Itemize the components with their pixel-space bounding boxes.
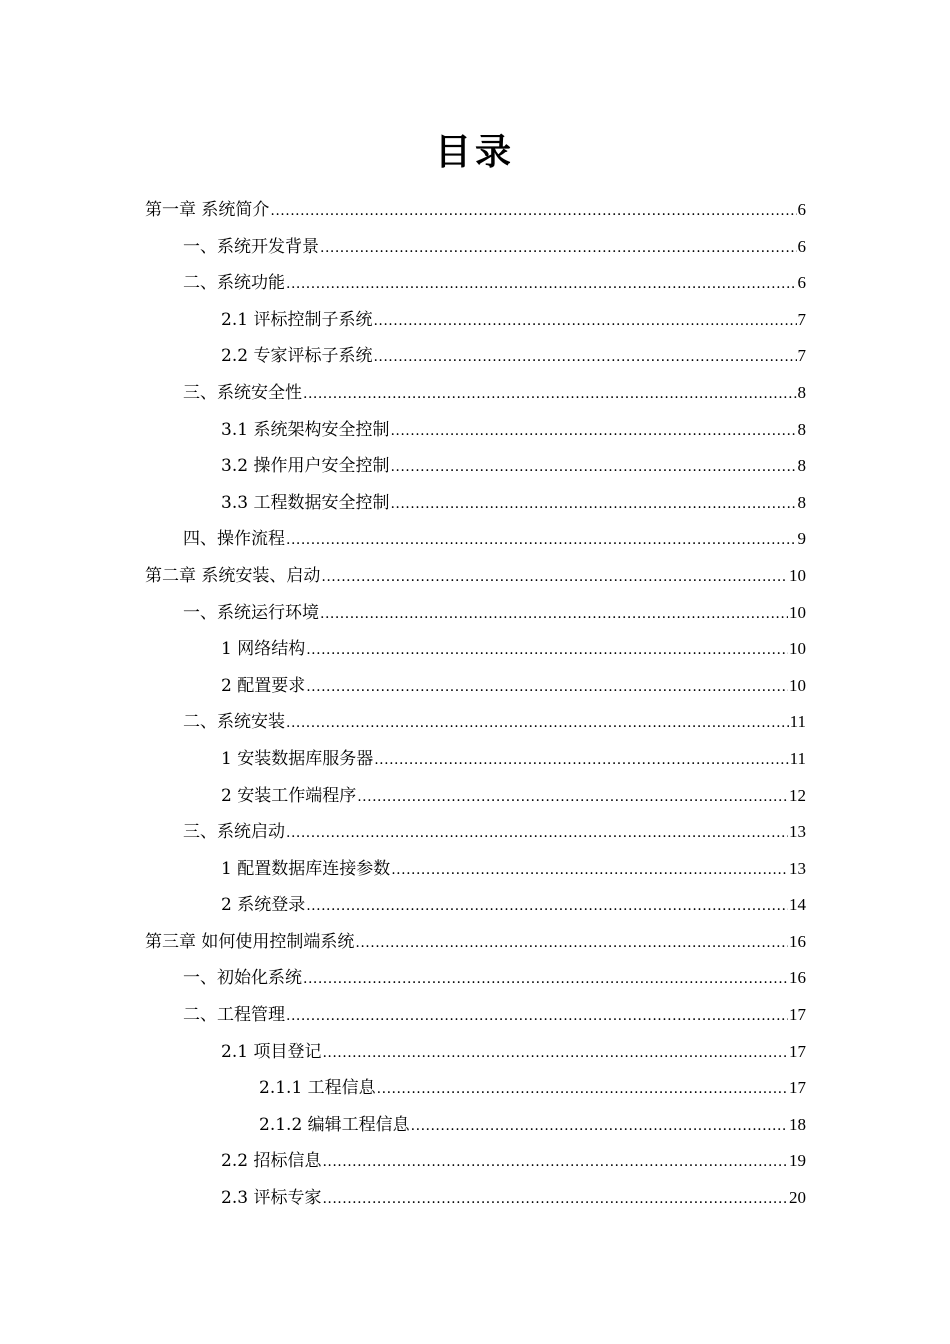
- toc-page-number: 9: [797, 529, 806, 549]
- toc-entry[interactable]: [0, 1034, 950, 1071]
- toc-page-number: 17: [789, 1078, 806, 1098]
- toc-entry[interactable]: [0, 412, 950, 449]
- toc-entry-label: 2.2 专家评标子系统: [221, 346, 373, 367]
- toc-page-number: 13: [789, 822, 806, 842]
- toc-entry-label: 二、工程管理: [183, 1005, 285, 1026]
- toc-entry-label: 四、操作流程: [183, 529, 285, 550]
- toc-entry[interactable]: [0, 595, 950, 632]
- toc-page-number: 8: [797, 492, 806, 512]
- toc-entry[interactable]: [0, 631, 950, 668]
- toc-page-number: 17: [789, 1005, 806, 1025]
- dot-leader: [355, 925, 788, 962]
- toc-entry[interactable]: [0, 302, 950, 339]
- dot-leader: [303, 376, 797, 413]
- toc-entry[interactable]: [0, 558, 950, 595]
- dot-leader: [286, 705, 789, 742]
- toc-entry[interactable]: [0, 229, 950, 266]
- toc-entry-label: 2.1 评标控制子系统: [221, 309, 373, 330]
- toc-entry-label: 2.3 评标专家: [221, 1188, 322, 1209]
- toc-entry-label: 2.1 项目登记: [221, 1041, 322, 1062]
- toc-entry-label: 2.2 招标信息: [221, 1151, 322, 1172]
- dot-leader: [321, 559, 788, 596]
- toc-page-number: 7: [797, 309, 806, 329]
- toc-entry[interactable]: [0, 1143, 950, 1180]
- dot-leader: [374, 742, 788, 779]
- dot-leader: [357, 779, 788, 816]
- toc-entry[interactable]: [0, 668, 950, 705]
- dot-leader: [286, 998, 788, 1035]
- toc-page-number: 13: [789, 858, 806, 878]
- toc-entry-label: 三、系统安全性: [183, 382, 302, 403]
- dot-leader: [320, 230, 797, 267]
- toc-entry[interactable]: [0, 375, 950, 412]
- toc-entry[interactable]: [0, 778, 950, 815]
- toc-page-number: 11: [789, 748, 806, 768]
- toc-entry-label: 1 网络结构: [221, 639, 306, 660]
- toc-page-number: 16: [789, 968, 806, 988]
- toc-entry-label: 2 安装工作端程序: [221, 785, 357, 806]
- toc-entry-label: 3.3 工程数据安全控制: [221, 492, 390, 513]
- toc-entry-label: 2.1.1 工程信息: [259, 1078, 376, 1099]
- toc-page-number: 17: [789, 1041, 806, 1061]
- toc-page-number: 8: [797, 456, 806, 476]
- toc-entry[interactable]: [0, 887, 950, 924]
- dot-leader: [390, 413, 796, 450]
- dot-leader: [390, 449, 796, 486]
- dot-leader: [306, 669, 788, 706]
- toc-title: 目录: [434, 131, 515, 173]
- toc-entry-label: 一、系统开发背景: [183, 236, 319, 257]
- toc-entry-label: 第三章 如何使用控制端系统: [145, 931, 355, 952]
- toc-page-number: 6: [797, 200, 806, 219]
- toc-page-number: 10: [789, 602, 806, 622]
- toc-page-number: 16: [789, 931, 806, 951]
- toc-page-number: 14: [789, 895, 806, 915]
- toc-page-number: 10: [789, 639, 806, 659]
- toc-entry[interactable]: [0, 814, 950, 851]
- toc-entry[interactable]: [0, 1180, 950, 1217]
- dot-leader: [306, 888, 788, 925]
- toc-entry-label: 一、系统运行环境: [183, 602, 319, 623]
- dot-leader: [303, 961, 788, 998]
- toc-entry[interactable]: [0, 960, 950, 997]
- dot-leader: [306, 632, 788, 669]
- dot-leader: [286, 522, 797, 559]
- dot-leader: [390, 486, 796, 523]
- dot-leader: [391, 852, 788, 889]
- toc-page-number: 18: [789, 1114, 806, 1134]
- toc-entry[interactable]: [0, 1107, 950, 1144]
- toc-page-number: 10: [789, 565, 806, 585]
- toc-entry[interactable]: [0, 448, 950, 485]
- toc-entry-label: 1 安装数据库服务器: [221, 748, 374, 769]
- toc-entry[interactable]: [0, 741, 950, 778]
- toc-entry[interactable]: [0, 192, 950, 229]
- table-of-contents: [0, 192, 950, 1217]
- toc-entry-label: 一、初始化系统: [183, 968, 302, 989]
- toc-entry-label: 1 配置数据库连接参数: [221, 858, 391, 879]
- dot-leader: [411, 1108, 788, 1145]
- dot-leader: [286, 815, 788, 852]
- toc-entry-label: 2 配置要求: [221, 675, 306, 696]
- toc-page-number: 10: [789, 675, 806, 695]
- toc-page-number: 19: [789, 1151, 806, 1171]
- dot-leader: [286, 266, 797, 303]
- toc-entry-label: 第一章 系统简介: [145, 200, 270, 220]
- toc-entry-label: 三、系统启动: [183, 822, 285, 843]
- dot-leader: [322, 1181, 788, 1218]
- toc-page-number: 6: [797, 273, 806, 293]
- toc-page-number: 6: [797, 236, 806, 256]
- toc-entry[interactable]: [0, 265, 950, 302]
- toc-entry[interactable]: [0, 521, 950, 558]
- toc-entry[interactable]: [0, 1070, 950, 1107]
- dot-leader: [373, 339, 796, 376]
- toc-entry[interactable]: [0, 924, 950, 961]
- dot-leader: [322, 1035, 788, 1072]
- toc-entry-label: 3.1 系统架构安全控制: [221, 419, 390, 440]
- dot-leader: [373, 303, 796, 340]
- dot-leader: [270, 193, 796, 230]
- toc-page-number: 7: [797, 346, 806, 366]
- toc-entry-label: 2 系统登录: [221, 895, 306, 916]
- toc-entry[interactable]: [0, 704, 950, 741]
- toc-entry-label: 2.1.2 编辑工程信息: [259, 1114, 410, 1135]
- toc-entry-label: 3.2 操作用户安全控制: [221, 456, 390, 477]
- toc-page-number: 12: [789, 785, 806, 805]
- toc-entry-label: 二、系统功能: [183, 273, 285, 294]
- toc-entry[interactable]: [0, 851, 950, 888]
- toc-entry-label: 二、系统安装: [183, 712, 285, 733]
- dot-leader: [377, 1071, 788, 1108]
- toc-page-number: 8: [797, 382, 806, 402]
- toc-entry-label: 第二章 系统安装、启动: [145, 565, 321, 586]
- toc-entry[interactable]: [0, 997, 950, 1034]
- toc-entry[interactable]: [0, 338, 950, 375]
- toc-page-number: 11: [789, 712, 806, 732]
- dot-leader: [320, 596, 788, 633]
- toc-entry[interactable]: [0, 485, 950, 522]
- dot-leader: [322, 1144, 788, 1181]
- toc-page-number: 8: [797, 419, 806, 439]
- toc-page-number: 20: [789, 1188, 806, 1208]
